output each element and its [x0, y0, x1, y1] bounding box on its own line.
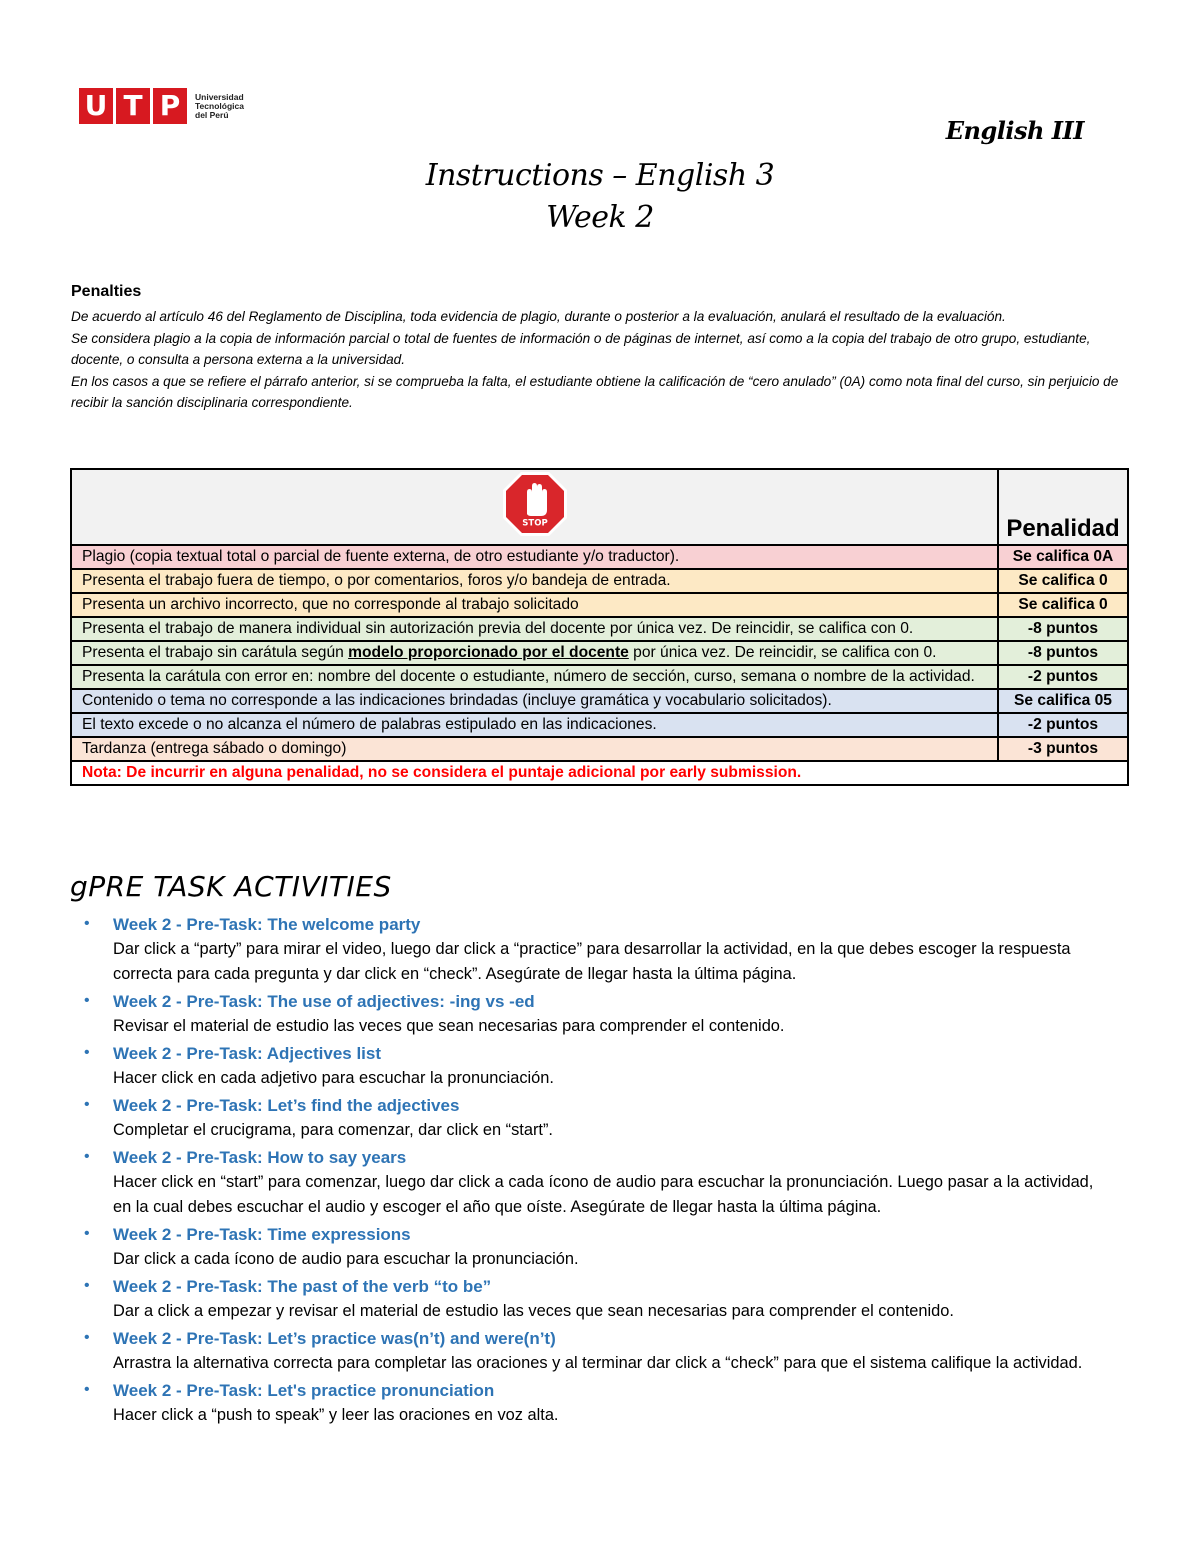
penalty-points: -2 puntos: [998, 713, 1128, 737]
activity-title[interactable]: Week 2 - Pre-Task: How to say years: [113, 1148, 407, 1167]
course-label: English III: [945, 116, 1084, 145]
penalties-paragraph: Se considera plagio a la copia de información parcial o total de fuentes de información o de páginas de internet, así como a la copia del trabajo de otro grupo, estudiante, docente, o consulta a persona externa a la universidad.: [71, 330, 1091, 367]
bullet-icon: •: [84, 1381, 90, 1398]
list-item: [84, 1274, 1114, 1324]
bullet-icon: •: [84, 915, 90, 932]
penalty-description: Presenta el trabajo de manera individual sin autorización previa del docente por única vez. De reincidir, se califica con 0.: [71, 617, 998, 641]
penalty-note: Nota: De incurrir en alguna penalidad, no se considera el puntaje adicional por early submission.: [71, 761, 1128, 785]
penalty-description: Presenta la carátula con error en: nombre del docente o estudiante, número de sección, curso, semana o nombre de la actividad.: [71, 665, 998, 689]
penalty-points: -2 puntos: [998, 665, 1128, 689]
penalty-points: Se califica 0: [998, 593, 1128, 617]
logo-letters: [79, 88, 187, 124]
bullet-icon: •: [84, 1277, 90, 1294]
activity-description: Revisar el material de estudio las veces que sean necesarias para comprender el contenido.: [113, 1017, 785, 1035]
logo-letter-u: U: [79, 88, 113, 124]
activity-title[interactable]: Week 2 - Pre-Task: Time expressions: [113, 1225, 411, 1244]
utp-logo: [79, 88, 244, 124]
penalty-points: -8 puntos: [998, 641, 1128, 665]
activity-title[interactable]: Week 2 - Pre-Task: Let's practice pronunciation: [113, 1381, 495, 1400]
list-item: [84, 989, 1114, 1039]
penalty-description: [71, 641, 998, 665]
activity-description: Dar click a cada ícono de audio para escuchar la pronunciación.: [113, 1250, 579, 1268]
table-row: [71, 713, 1128, 737]
penalty-description: Tardanza (entrega sábado o domingo): [71, 737, 998, 761]
page-subtitle: Week 2: [546, 200, 654, 235]
penalty-points: Se califica 0: [998, 569, 1128, 593]
list-item: [84, 1326, 1114, 1376]
table-row: [71, 689, 1128, 713]
activity-description: Hacer click en cada adjetivo para escuchar la pronunciación.: [113, 1069, 554, 1087]
penalty-description: Presenta el trabajo fuera de tiempo, o por comentarios, foros y/o bandeja de entrada.: [71, 569, 998, 593]
list-item: [84, 1378, 1114, 1428]
penalties-text: [71, 306, 1131, 414]
logo-line: Universidad: [195, 91, 244, 102]
table-row: [71, 617, 1128, 641]
activity-title[interactable]: Week 2 - Pre-Task: Let’s find the adjectives: [113, 1096, 460, 1115]
table-note-row: [71, 761, 1128, 785]
table-header-row: [71, 469, 1128, 545]
bullet-icon: •: [84, 992, 90, 1009]
stop-label: STOP: [521, 518, 548, 529]
list-item: [84, 1222, 1114, 1272]
penalty-description: Contenido o tema no corresponde a las indicaciones brindadas (incluye gramática y vocabulario solicitados).: [71, 689, 998, 713]
table-row: [71, 641, 1128, 665]
activity-title[interactable]: Week 2 - Pre-Task: The past of the verb “to be”: [113, 1277, 492, 1296]
table-row: [71, 545, 1128, 569]
penalty-description: El texto excede o no alcanza el número de palabras estipulado en las indicaciones.: [71, 713, 998, 737]
penalty-points: Se califica 0A: [998, 545, 1128, 569]
stop-hand-icon: [501, 470, 569, 538]
penalty-description: Presenta un archivo incorrecto, que no corresponde al trabajo solicitado: [71, 593, 998, 617]
activity-title[interactable]: Week 2 - Pre-Task: The use of adjectives: -ing vs -ed: [113, 992, 535, 1011]
list-item: [84, 1041, 1114, 1091]
penalty-points: Se califica 05: [998, 689, 1128, 713]
activity-title[interactable]: Week 2 - Pre-Task: Adjectives list: [113, 1044, 382, 1063]
activity-description: Dar click a “party” para mirar el video, luego dar click a “practice” para desarrollar la actividad, en la que debes escoger la respuesta correcta para cada pregunta y dar click en “check”. Asegúrate de llegar hasta la última página.: [113, 940, 1071, 983]
activity-description: Hacer click a “push to speak” y leer las oraciones en voz alta.: [113, 1406, 559, 1424]
penalty-column-header: Penalidad: [998, 469, 1128, 545]
page-title: Instructions – English 3: [425, 158, 775, 193]
table-row: [71, 737, 1128, 761]
bullet-icon: •: [84, 1329, 90, 1346]
activities-list: [84, 912, 1114, 1430]
activity-title[interactable]: Week 2 - Pre-Task: Let’s practice was(n’t) and were(n’t): [113, 1329, 556, 1348]
list-item: [84, 912, 1114, 987]
activity-description: Hacer click en “start” para comenzar, luego dar click a cada ícono de audio para escuchar la pronunciación. Luego pasar a la actividad, en la cual debes escuchar el audio y escoger el año que oíste. Asegúrate de llegar hasta la última página.: [113, 1173, 1094, 1216]
logo-line: Tecnológica: [195, 100, 244, 111]
list-item: [84, 1145, 1114, 1220]
table-row: [71, 593, 1128, 617]
penalty-table: [70, 468, 1129, 786]
penalties-paragraph: De acuerdo al artículo 46 del Reglamento de Disciplina, toda evidencia de plagio, durante o posterior a la evaluación, anulará el resultado de la evaluación.: [71, 309, 1006, 324]
penalties-heading: Penalties: [71, 283, 142, 300]
bullet-icon: •: [84, 1096, 90, 1113]
penalty-text-before: Presenta el trabajo sin carátula según: [82, 644, 349, 661]
penalties-paragraph: En los casos a que se refiere el párrafo anterior, si se comprueba la falta, el estudiante obtiene la calificación de “cero anulado” (0A) como nota final del curso, sin perjuicio de recibir la sanción disciplinaria correspondiente.: [71, 373, 1119, 410]
activity-description: Arrastra la alternativa correcta para completar las oraciones y al terminar dar click a “check” para que el sistema califique la actividad.: [113, 1354, 1083, 1372]
logo-line: del Perú: [195, 109, 229, 120]
logo-university-name: [195, 93, 244, 120]
table-row: [71, 569, 1128, 593]
penalty-points: -8 puntos: [998, 617, 1128, 641]
penalty-text-after: por única vez. De reincidir, se califica con 0.: [628, 644, 937, 661]
bullet-icon: •: [84, 1148, 90, 1165]
list-item: [84, 1093, 1114, 1143]
penalty-points: -3 puntos: [998, 737, 1128, 761]
table-row: [71, 665, 1128, 689]
activity-description: Completar el crucigrama, para comenzar, dar click en “start”.: [113, 1121, 553, 1139]
stop-cell: [71, 469, 998, 545]
activities-heading: gPRE TASK ACTIVITIES: [70, 870, 392, 903]
logo-letter-t: T: [116, 88, 150, 124]
activity-description: Dar a click a empezar y revisar el material de estudio las veces que sean necesarias para comprender el contenido.: [113, 1302, 954, 1320]
activity-title[interactable]: Week 2 - Pre-Task: The welcome party: [113, 915, 421, 934]
bullet-icon: •: [84, 1044, 90, 1061]
penalty-description: Plagio (copia textual total o parcial de fuente externa, de otro estudiante y/o traductor).: [71, 545, 998, 569]
logo-letter-p: P: [153, 88, 187, 124]
cover-model-link[interactable]: modelo proporcionado por el docente: [348, 644, 629, 661]
bullet-icon: •: [84, 1225, 90, 1242]
